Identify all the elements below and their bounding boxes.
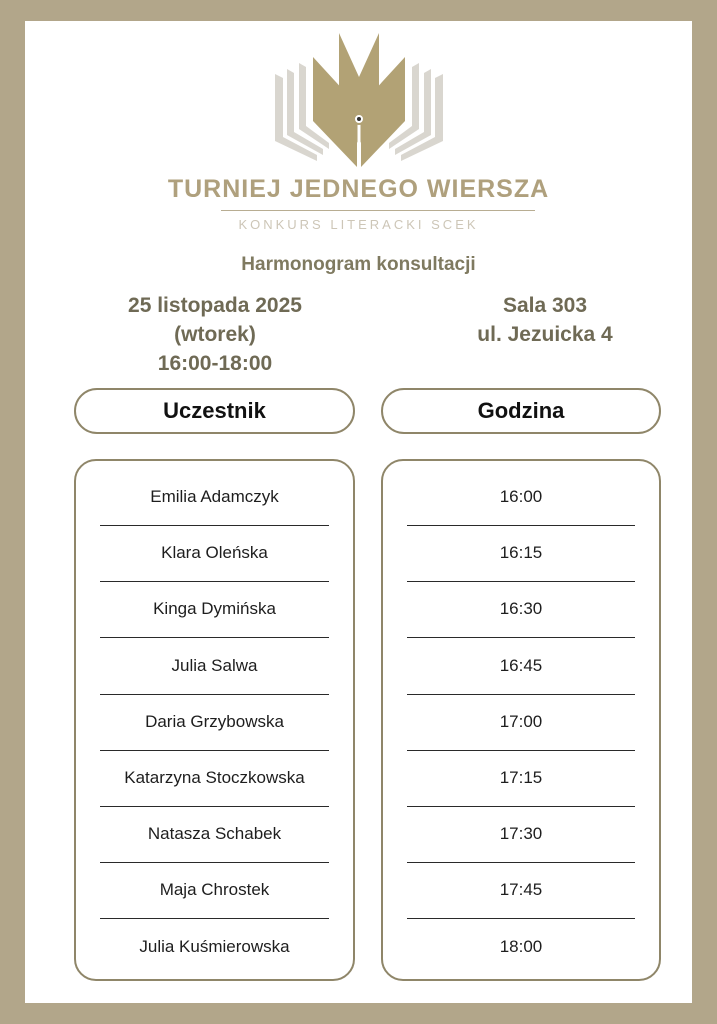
open-book-pen-nib-icon [273, 29, 445, 171]
consultation-time: 17:30 [407, 806, 635, 863]
time-list [381, 459, 661, 981]
time-column-header: Godzina [381, 388, 661, 434]
poster [25, 21, 692, 1003]
participant-name: Klara Oleńska [100, 525, 329, 582]
participant-list [74, 459, 355, 981]
consultation-time: 16:45 [407, 638, 635, 695]
consultation-time: 17:15 [407, 750, 635, 807]
title-divider [221, 210, 535, 211]
participant-name: Emilia Adamczyk [100, 469, 329, 526]
consultation-time: 17:45 [407, 862, 635, 919]
contest-title: TURNIEJ JEDNEGO WIERSZA [167, 175, 550, 203]
schedule-heading: Harmonogram konsultacji [241, 254, 476, 275]
event-room: Sala 303 [502, 294, 588, 317]
participant-name: Julia Kuśmierowska [139, 936, 290, 956]
event-address: ul. Jezuicka 4 [477, 323, 613, 346]
consultation-time: 18:00 [499, 936, 543, 956]
participant-column-header: Uczestnik [74, 388, 355, 434]
participant-name: Katarzyna Stoczkowska [100, 750, 329, 807]
event-weekday: (wtorek) [174, 323, 256, 346]
participant-name: Natasza Schabek [100, 806, 329, 863]
event-date-block [89, 291, 341, 378]
consultation-time: 16:15 [407, 525, 635, 582]
event-time: 16:00-18:00 [157, 352, 273, 375]
participant-name: Julia Salwa [100, 638, 329, 695]
participant-name: Maja Chrostek [100, 862, 329, 919]
participant-name: Kinga Dymińska [100, 581, 329, 638]
participant-name: Daria Grzybowska [100, 694, 329, 751]
contest-subtitle: KONKURS LITERACKI SCEK [238, 217, 479, 232]
consultation-time: 17:00 [407, 694, 635, 751]
consultation-time: 16:00 [407, 469, 635, 526]
event-date: 25 listopada 2025 [128, 294, 302, 317]
event-location-block [415, 291, 675, 349]
consultation-time: 16:30 [407, 581, 635, 638]
